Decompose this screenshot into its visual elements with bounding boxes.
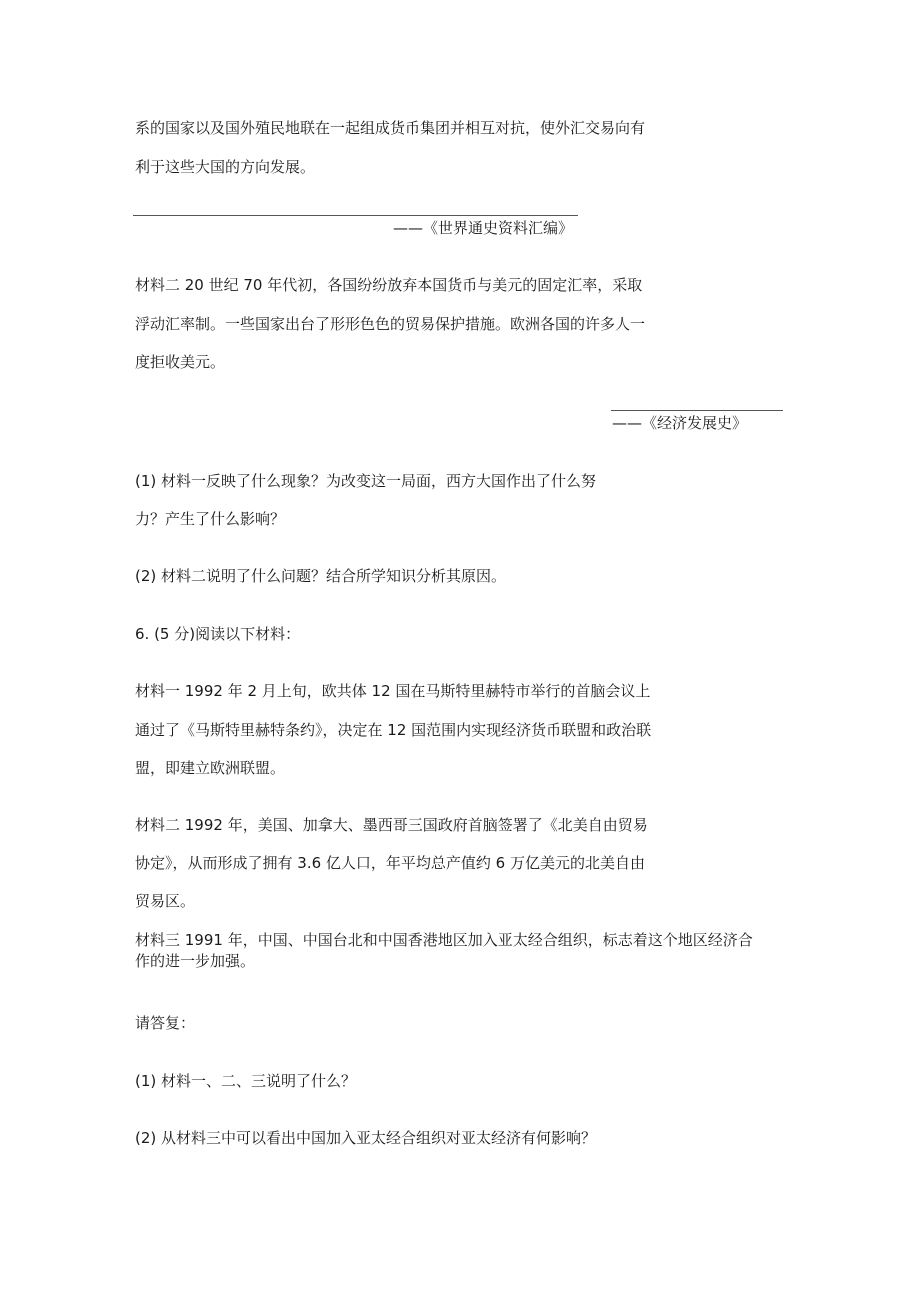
material-a-source: ——《世界通史资料汇编》: [393, 219, 574, 237]
material-b-source: ——《经济发展史》: [612, 414, 748, 432]
answer-prompt: 请答复：: [135, 1014, 196, 1032]
source-divider-line: [611, 410, 783, 411]
material-1-line-2: 通过了《马斯特里赫特条约》，决定在 12 国范围内实现经济货币联盟和政治联: [135, 721, 652, 739]
question-6-heading: 6. (5 分)阅读以下材料：: [135, 625, 301, 643]
question-2: (2) 材料二说明了什么问题？结合所学知识分析其原因。: [135, 567, 507, 585]
question-1-line-1: (1) 材料一反映了什么现象？为改变这一局面，西方大国作出了什么努: [135, 472, 597, 490]
material-a-line-1: 系的国家以及国外殖民地联在一起组成货币集团并相互对抗，使外汇交易向有: [135, 119, 646, 137]
material-3-line-1: 材料三 1991 年，中国、中国台北和中国香港地区加入亚太经合组织，标志着这个地区经济合: [135, 931, 753, 949]
material-b-line-1: 材料二 20 世纪 70 年代初，各国纷纷放弃本国货币与美元的固定汇率，采取: [135, 276, 643, 294]
source-divider-line: [133, 215, 578, 216]
material-2-line-3: 贸易区。: [135, 892, 196, 910]
question-6-2: (2) 从材料三中可以看出中国加入亚太经合组织对亚太经济有何影响？: [135, 1129, 597, 1147]
material-b-line-3: 度拒收美元。: [135, 353, 226, 371]
material-1-line-3: 盟，即建立欧洲联盟。: [135, 759, 286, 777]
question-6-1: (1) 材料一、二、三说明了什么？: [135, 1072, 357, 1090]
material-3-line-2: 作的进一步加强。: [135, 952, 256, 970]
material-1-line-1: 材料一 1992 年 2 月上旬，欧共体 12 国在马斯特里赫特市举行的首脑会议上: [135, 682, 651, 700]
material-a-line-2: 利于这些大国的方向发展。: [135, 158, 316, 176]
material-b-line-2: 浮动汇率制。一些国家出台了形形色色的贸易保护措施。欧洲各国的许多人一: [135, 315, 646, 333]
material-2-line-2: 协定》，从而形成了拥有 3.6 亿人口，年平均总产值约 6 万亿美元的北美自由: [135, 854, 645, 872]
material-2-line-1: 材料二 1992 年，美国、加拿大、墨西哥三国政府首脑签署了《北美自由贸易: [135, 816, 648, 834]
question-1-line-2: 力？产生了什么影响？: [135, 510, 286, 528]
